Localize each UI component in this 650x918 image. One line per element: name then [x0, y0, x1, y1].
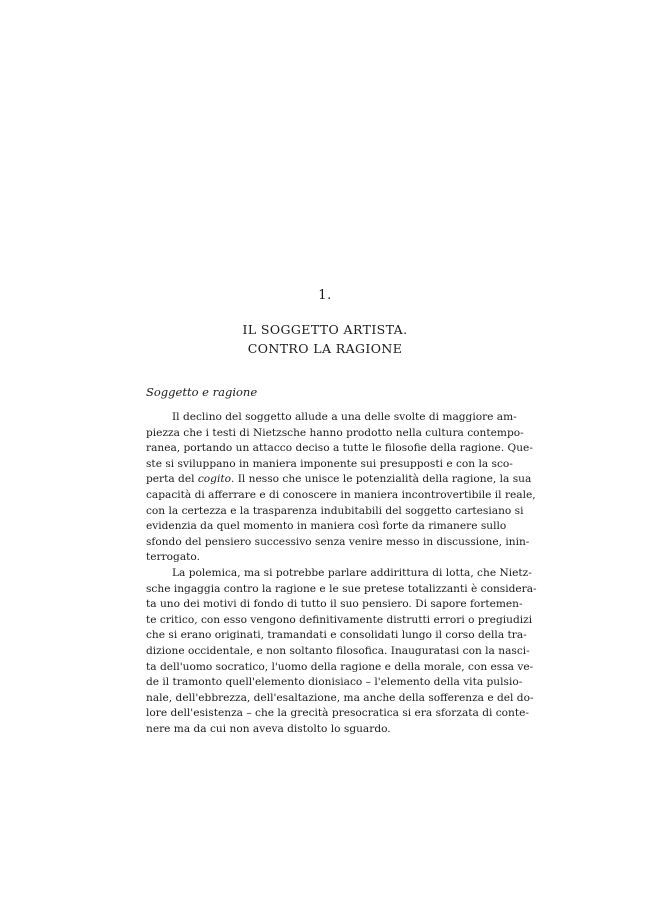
text-fragment: perta del: [146, 473, 195, 486]
text-line: piezza che i testi di Nietzsche hanno prodotto nella cultura contempo-: [146, 426, 524, 439]
body-text: [146, 410, 537, 737]
chapter-title: [0, 320, 650, 358]
text-line: ranea, portando un attacco deciso a tutte le filosofie della ragione. Que-: [146, 442, 533, 455]
paragraph-1: [146, 410, 536, 566]
text-line: che si erano originati, tramandati e consolidati lungo il corso della tra-: [146, 629, 527, 642]
text-line: dizione occidentale, e non soltanto filosofica. Inauguratasi con la nasci-: [146, 644, 530, 657]
text-line: Il declino del soggetto allude a una delle svolte di maggiore am-: [172, 411, 517, 423]
text-line: sche ingaggia contro la ragione e le sue pretese totalizzanti è considera-: [146, 582, 537, 595]
text-fragment: . Il nesso che unisce le potenzialità della ragione, la sua: [231, 473, 532, 486]
text-line: nale, dell'ebbrezza, dell'esaltazione, ma anche della sofferenza e del do-: [146, 691, 534, 704]
chapter-number: 1.: [318, 288, 332, 303]
text-line: ste si sviluppano in maniera imponente sui presupposti e con la sco-: [146, 457, 513, 470]
chapter-title-line-2: CONTRO LA RAGIONE: [247, 341, 403, 356]
text-line: lore dell'esistenza – che la grecità presocratica si era sforzata di conte-: [146, 707, 529, 720]
text-line: capacità di afferrare e di conoscere in maniera incontrovertibile il reale,: [146, 488, 536, 501]
text-line: sfondo del pensiero successivo senza venire messo in discussione, inin-: [146, 535, 530, 548]
text-line: evidenzia da quel momento in maniera così forte da rimanere sullo: [146, 520, 507, 533]
text-line: terrogato.: [146, 551, 200, 564]
text-line: [146, 472, 532, 488]
cogito-term: cogito: [197, 473, 231, 486]
text-line: ta uno dei motivi di fondo di tutto il suo pensiero. Di sapore fortemen-: [146, 598, 523, 611]
text-line: La polemica, ma si potrebbe parlare addirittura di lotta, che Nietz-: [172, 566, 532, 579]
paragraph-2: [146, 566, 537, 738]
text-line: nere ma da cui non aveva distolto lo sguardo.: [146, 722, 391, 735]
text-line: ta dell'uomo socratico, l'uomo della ragione e della morale, con essa ve-: [146, 660, 534, 673]
text-line: de il tramonto quell'elemento dionisiaco – l'elemento della vita pulsio-: [146, 676, 523, 689]
text-line: con la certezza e la trasparenza indubitabili del soggetto cartesiano si: [146, 504, 524, 517]
section-heading: Soggetto e ragione: [146, 385, 258, 399]
chapter-title-line-1: IL SOGGETTO ARTISTA.: [242, 322, 408, 337]
text-line: te critico, con esso vengono definitivamente distrutti errori o pregiudizi: [146, 613, 533, 626]
